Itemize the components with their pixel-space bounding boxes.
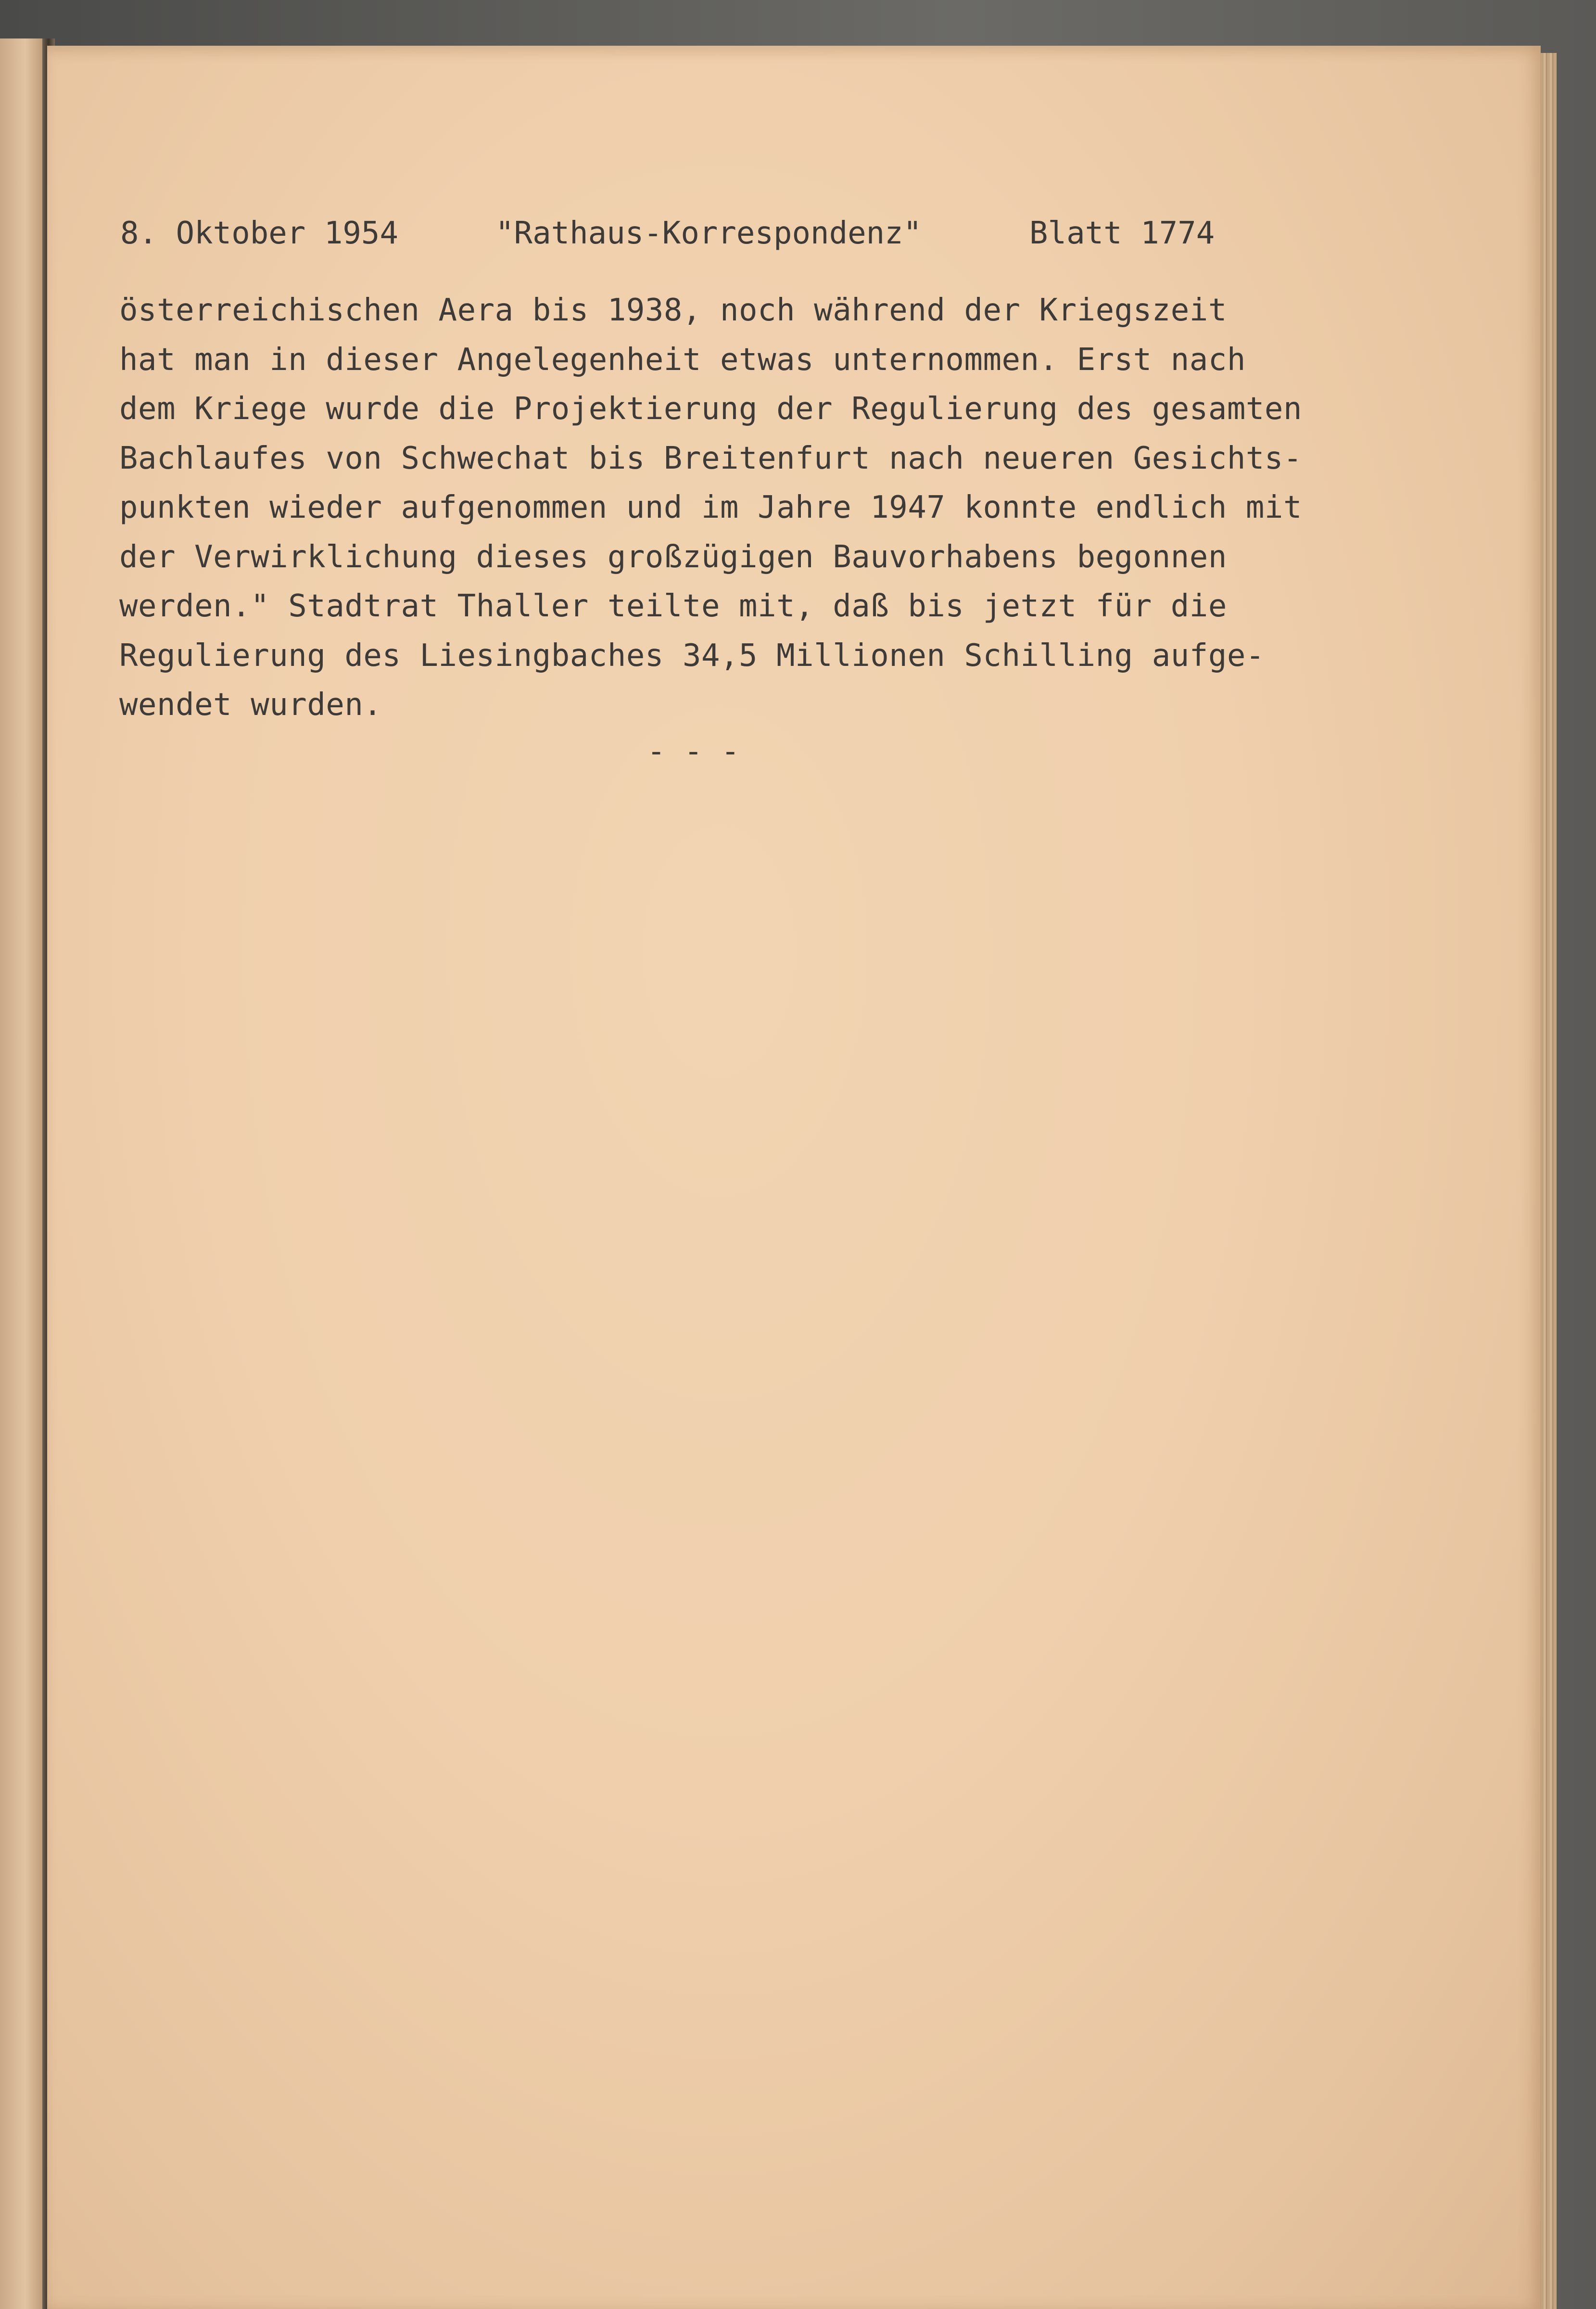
- body-line: punkten wieder aufgenommen und im Jahre 1947 konnte endlich mit: [119, 490, 1302, 525]
- body-line: wendet wurden.: [119, 687, 382, 723]
- body-line: Regulierung des Liesingbaches 34,5 Millionen Schilling aufge-: [119, 638, 1265, 674]
- section-end-mark: - - -: [647, 734, 740, 769]
- header-publication: "Rathaus-Korrespondenz": [495, 216, 922, 251]
- header-date: 8. Oktober 1954: [120, 216, 398, 251]
- left-page-edge: [0, 38, 46, 2309]
- body-line: werden." Stadtrat Thaller teilte mit, daß bis jetzt für die: [119, 588, 1227, 624]
- header-sheet-number: Blatt 1774: [1029, 216, 1215, 251]
- body-paragraph: [119, 286, 1418, 730]
- body-line: dem Kriege wurde die Projektierung der Regulierung des gesamten: [119, 391, 1302, 427]
- body-line: Bachlaufes von Schwechat bis Breitenfurt nach neueren Gesichts-: [119, 440, 1302, 476]
- page-header: [120, 216, 1395, 268]
- body-line: der Verwirklichung dieses großzügigen Bauvorhabens begonnen: [119, 539, 1227, 575]
- body-line: österreichischen Aera bis 1938, noch während der Kriegszeit: [119, 293, 1227, 328]
- body-line: hat man in dieser Angelegenheit etwas unternommen. Erst nach: [119, 342, 1246, 378]
